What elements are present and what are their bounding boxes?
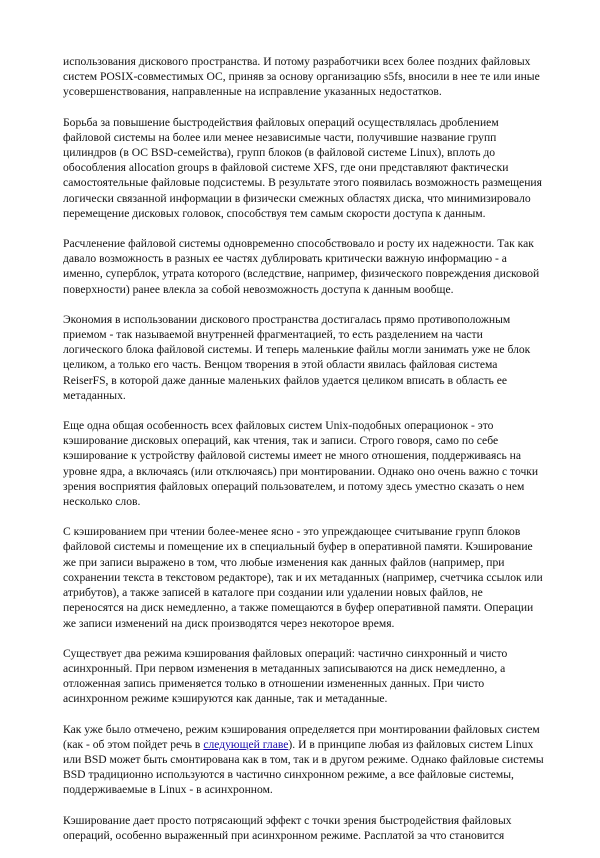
paragraph-8-text-after: ). И в принципе любая из файловых систем Linux или BSD может быть смонтирована как в том, так и в другом режиме. Однако файловые системы BSD традиционно используются в частично синхронном режиме, а все файловые системы, поддерживаемые в Linux - в асинхронном. — [63, 737, 544, 797]
paragraph-3: Расчленение файловой системы одновременно способствовало и росту их надежности. Так как давало возможность в разных ее частях дублировать критически важную информацию - а именно, суперблок, утрата которого (вследствие, например, физического повреждения дисковой поверхности) ранее влекла за собой невозможность доступа к данным вообще. — [63, 237, 540, 296]
paragraph-2: Борьба за повышение быстродействия файловых операций осуществлялась дроблением файловой системы на более или менее независимые части, получившие название групп цилиндров (в ОС BSD-семейства), групп блоков (в файловой системе Linux), вплоть до обособления allocation groups в файловой системе XFS, где они представляют фактически самостоятельные файловые подсистемы. В результате этого появилась возможность размещения логически связанной информации в физически смежных областях диска, что минимизировало перемещение дисковых головок, способствуя тем самым скорости доступа к данным. — [63, 115, 542, 220]
paragraph-4: Экономия в использовании дискового пространства достигалась прямо противоположным приемом - так называемой внутренней фрагментацией, то есть разделением на части логического блока файловой системы. И теперь маленькие файлы могли занимать уже не блок целиком, а только его часть. Венцом творения в этой области явилась файловая система ReiserFS, в которой даже данные маленьких файлов удается целиком вписать в область ее метаданных. — [63, 312, 531, 402]
paragraph-8-text-before: Как уже было отмечено, режим кэширования определяется при монтировании файловых систем (как - об этом пойдет речь в — [63, 722, 540, 751]
next-chapter-link[interactable]: следующей главе — [203, 737, 289, 751]
paragraph-8 — [63, 722, 545, 798]
paragraph-5: Еще одна общая особенность всех файловых систем Unix-подобных операционок - это кэширование дисковых операций, как чтения, так и записи. Строго говоря, само по себе кэширование к устройству файловой системы имеет не много отношения, поддерживаясь на уровне ядра, а включаясь (или отключаясь) при монтировании. Однако оно очень важно с точки зрения восприятия файловых операций пользователем, и потому здесь уместно сказать о нем несколько слов. — [63, 419, 539, 509]
paragraph-6: С кэшированием при чтении более-менее ясно - это упреждающее считывание групп блоков файловой системы и помещение их в специальный буфер в оперативной памяти. Кэширование же при записи выражено в том, что любые изменения как данных файлов (например, при сохранении текста в текстовом редакторе), так и их метаданных (например, счетчика ссылок или атрибутов), а также записей в каталоге при создании или удалении новых файлов, не переносятся на диск немедленно, а также помещаются в буфер оперативной памяти. Операции же записи изменений на диск производятся через некоторое время. — [63, 525, 543, 630]
paragraph-7: Существует два режима кэширования файловых операций: частично синхронный и чисто асинхронный. При первом изменения в метаданных записываются на диск немедленно, а отложенная запись применяется только в отношении измененных данных. При чисто асинхронном режиме кэшируются как данные, так и метаданные. — [63, 646, 508, 706]
paragraph-1: использования дискового пространства. И потому разработчики всех более поздних файловых систем POSIX-совместимых ОС, приняв за основу организацию s5fs, вносили в нее те или иные усовершенствования, направленные на исправление указанных недостатков. — [63, 55, 540, 99]
paragraph-9: Кэширование дает просто потрясающий эффект с точки зрения быстродействия файловых операций, особенно выраженный при асинхронном режиме. Расплатой за что становится — [63, 813, 512, 842]
document-page — [63, 54, 545, 858]
